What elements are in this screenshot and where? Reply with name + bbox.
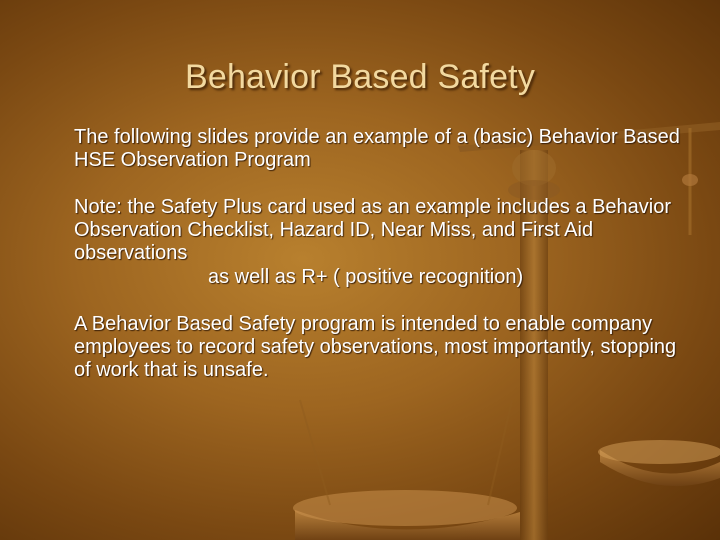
paragraph-positive-recognition: as well as R+ ( positive recognition) [208,266,524,288]
paragraph-intro: The following slides provide an example of a (basic) Behavior Based HSE Observation Program [74,126,680,171]
paragraph-program-purpose: A Behavior Based Safety program is intended to enable company employees to record safety observations, most importantly, stopping of work that is unsafe. [74,313,677,381]
slide-title: Behavior Based Safety [184,58,536,96]
paragraph-note: Note: the Safety Plus card used as an example includes a Behavior Observation Checklist, Hazard ID, Near Miss, and First Aid observations [74,196,672,264]
slide-body [74,126,684,382]
